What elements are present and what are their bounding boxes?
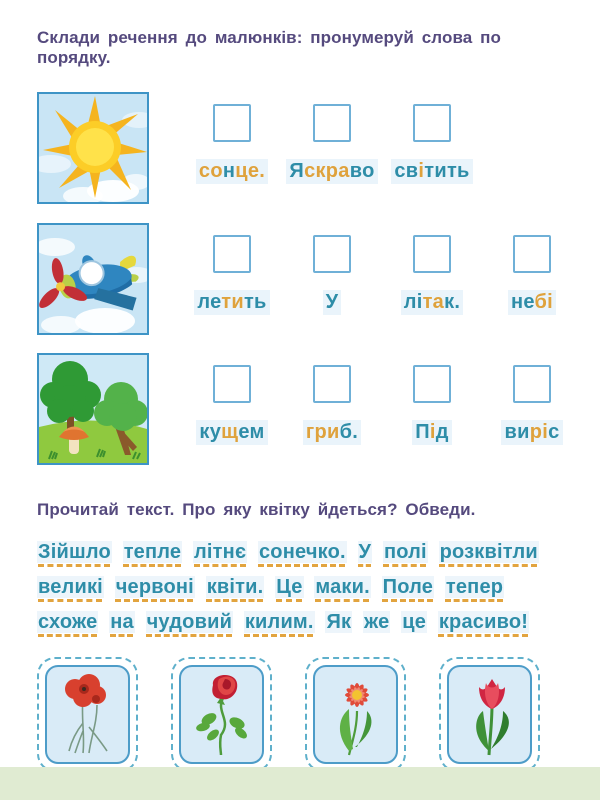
answer-number-box[interactable]	[513, 235, 551, 273]
sentence-row-sun	[37, 92, 572, 204]
story-word: красиво!	[438, 611, 529, 633]
sun-picture	[37, 92, 149, 204]
flower-card-poppy[interactable]	[37, 657, 138, 772]
story-word: на	[110, 611, 134, 633]
answer-number-box[interactable]	[213, 365, 251, 403]
word-label: сонце.	[196, 159, 268, 184]
story-word: розквітли	[439, 541, 538, 563]
story-word: квіти.	[206, 576, 264, 598]
story-word: це	[402, 611, 427, 633]
flower-card-aster[interactable]	[305, 657, 406, 772]
word-label: гриб.	[303, 420, 361, 445]
tulip-flower-icon	[455, 671, 525, 759]
task1-instruction: Склади речення до малюнків: пронумеруй слова по порядку.	[37, 28, 502, 67]
flower-card-frame	[313, 665, 398, 764]
word-column	[382, 365, 482, 445]
story-word: Зійшло	[38, 541, 111, 563]
story-word: сонечко.	[258, 541, 346, 563]
word-column	[282, 235, 382, 315]
answer-number-box[interactable]	[213, 104, 251, 142]
word-column	[282, 104, 382, 184]
answer-number-box[interactable]	[413, 235, 451, 273]
flower-card-frame	[179, 665, 264, 764]
word-label: летить	[194, 290, 269, 315]
story-word: Як	[326, 611, 352, 633]
word-column	[482, 365, 582, 445]
story-text	[37, 535, 582, 640]
story-word: літнє	[194, 541, 247, 563]
word-label: світить	[391, 159, 472, 184]
task2-section	[37, 500, 572, 772]
word-label: виріс	[501, 420, 562, 445]
answer-number-box[interactable]	[513, 365, 551, 403]
flower-card-tulip[interactable]	[439, 657, 540, 772]
story-line	[37, 605, 582, 640]
story-word: червоні	[115, 576, 194, 598]
story-word: же	[364, 611, 390, 633]
story-line	[37, 535, 582, 570]
word-label: У	[323, 290, 342, 315]
word-row	[182, 92, 482, 184]
flower-options	[37, 657, 572, 772]
sentence-row-forest	[37, 353, 572, 465]
aster-flower-icon	[321, 671, 391, 759]
word-column	[382, 104, 482, 184]
answer-number-box[interactable]	[313, 235, 351, 273]
flower-card-frame	[447, 665, 532, 764]
sentence-row-airplane	[37, 223, 572, 335]
answer-number-box[interactable]	[413, 104, 451, 142]
word-row	[182, 353, 582, 445]
flower-card-frame	[45, 665, 130, 764]
story-word: полі	[383, 541, 427, 563]
word-column	[182, 104, 282, 184]
answer-number-box[interactable]	[313, 104, 351, 142]
story-word: великі	[38, 576, 103, 598]
word-column	[382, 235, 482, 315]
story-word: маки.	[315, 576, 370, 598]
story-word: килим.	[244, 611, 314, 633]
word-label: Під	[412, 420, 452, 445]
word-label: Яскраво	[286, 159, 377, 184]
rose-flower-icon	[187, 671, 257, 759]
word-label: літак.	[401, 290, 464, 315]
airplane-picture	[37, 223, 149, 335]
word-column	[182, 235, 282, 315]
word-row	[182, 223, 582, 315]
word-label: небі	[508, 290, 556, 315]
word-column	[282, 365, 382, 445]
word-column	[482, 235, 582, 315]
task2-instruction: Прочитай текст. Про яку квітку йдеться? Обведи.	[37, 500, 476, 519]
story-word: Поле	[382, 576, 434, 598]
story-word: Це	[276, 576, 303, 598]
page-footer-band	[0, 767, 600, 800]
word-label: кущем	[196, 420, 267, 445]
answer-number-box[interactable]	[213, 235, 251, 273]
flower-card-rose[interactable]	[171, 657, 272, 772]
story-word: чудовий	[146, 611, 233, 633]
story-word: У	[358, 541, 372, 563]
answer-number-box[interactable]	[413, 365, 451, 403]
poppy-flower-icon	[53, 671, 123, 759]
forest-picture	[37, 353, 149, 465]
story-word: тепер	[445, 576, 504, 598]
answer-number-box[interactable]	[313, 365, 351, 403]
story-line	[37, 570, 582, 605]
word-column	[182, 365, 282, 445]
story-word: схоже	[38, 611, 98, 633]
story-word: тепле	[123, 541, 182, 563]
